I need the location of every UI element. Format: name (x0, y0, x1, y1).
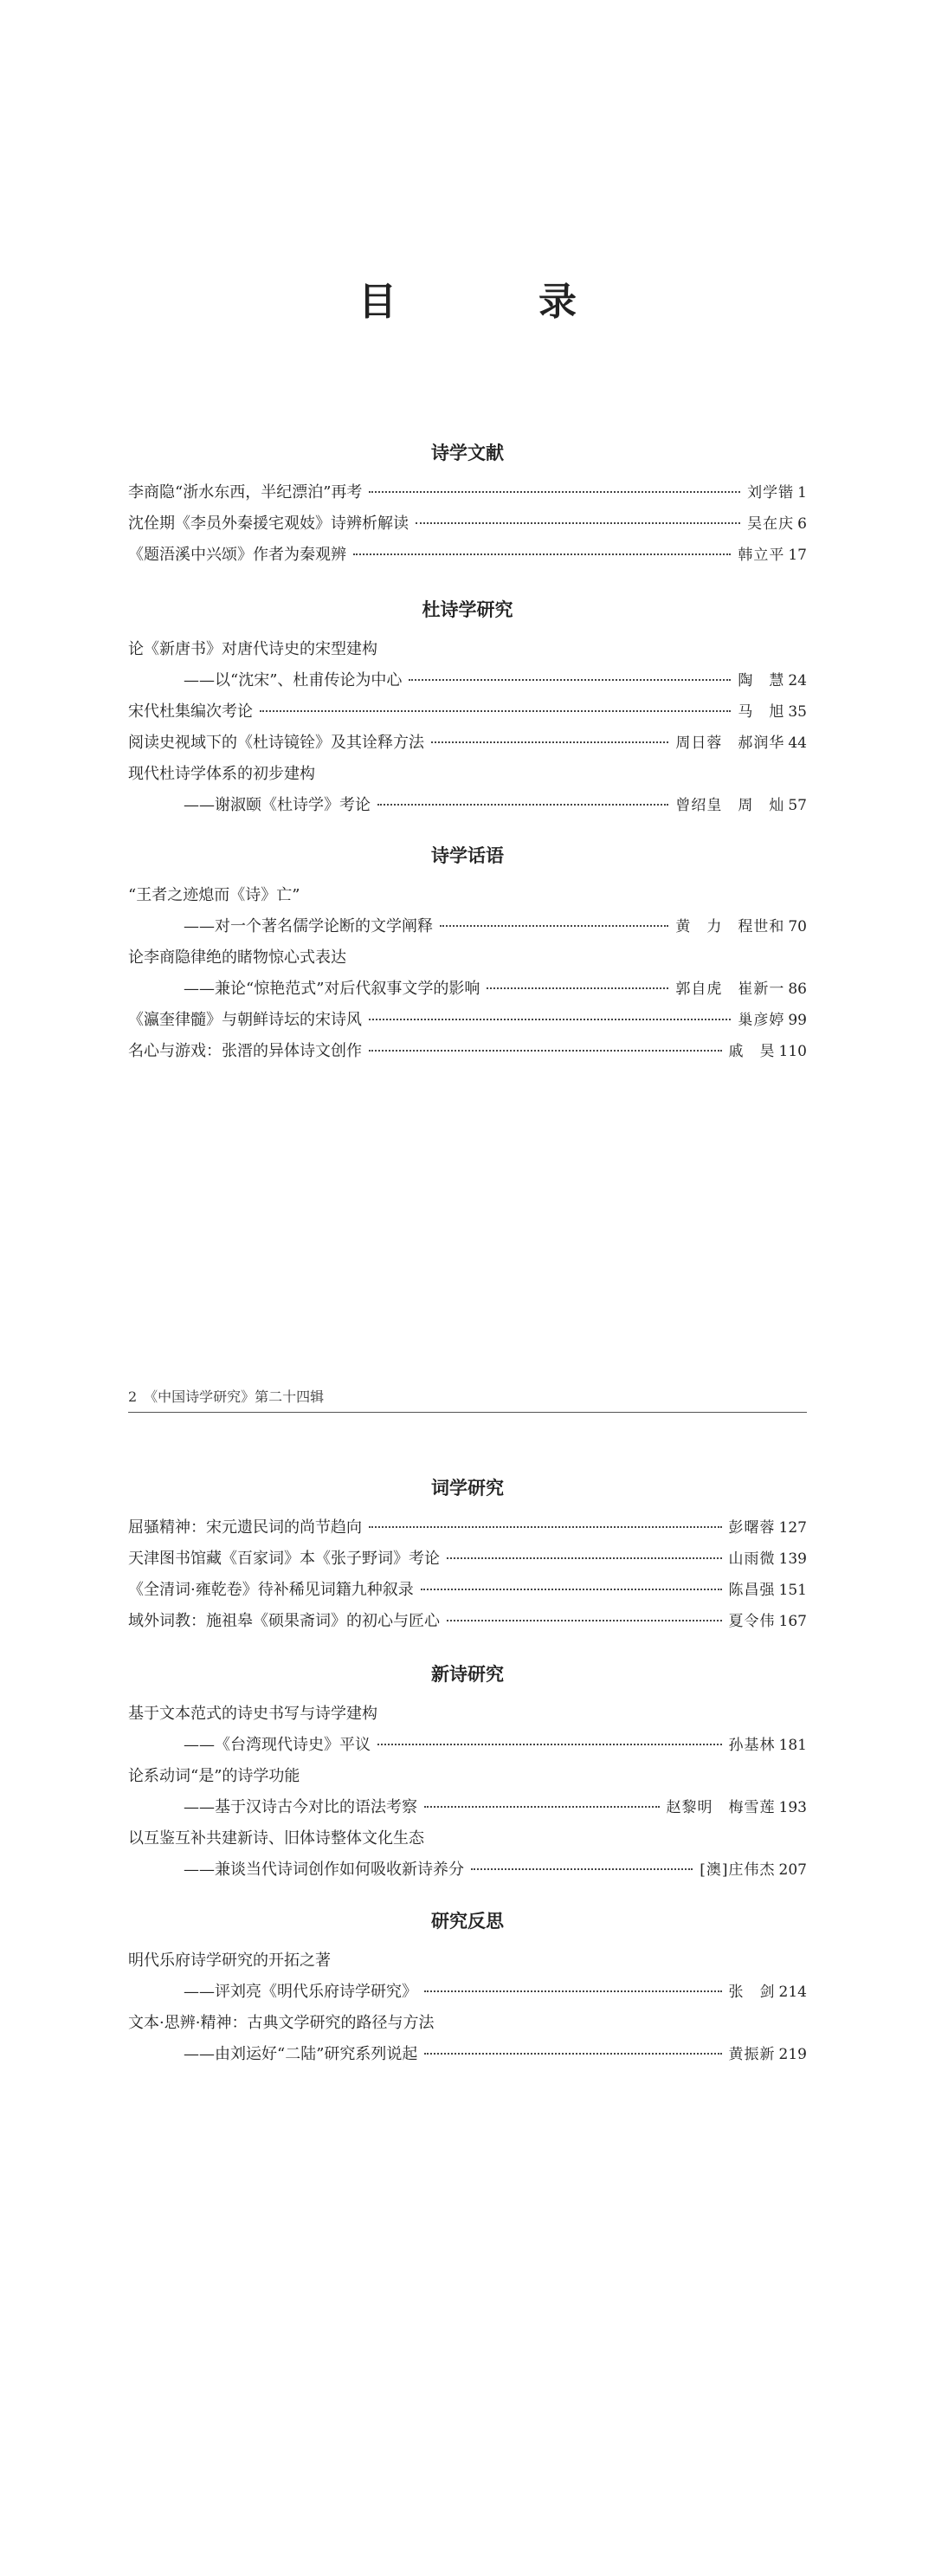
entry-title: 宋代杜集编次考论 (128, 702, 253, 721)
leader-dots (431, 741, 668, 743)
entry-title: ——评刘亮《明代乐府诗学研究》 (184, 1983, 417, 2001)
toc-entry[interactable] (128, 540, 807, 571)
entry-title: 论李商隐律绝的睹物惊心式表达 (128, 948, 346, 967)
entry-author: 张 剑 (728, 1984, 776, 2001)
section-shixue-wenxian (128, 437, 807, 571)
page-title: 目 录 (358, 280, 629, 324)
entry-title: 以互鉴互补共建新诗、旧体诗整体文化生态 (128, 1829, 424, 1848)
entry-author: 曾绍皇 周 灿 (675, 797, 785, 814)
toc-entry[interactable] (128, 477, 807, 508)
section-title: 杜诗学研究 (422, 599, 513, 620)
entry-page: 214 (778, 1984, 807, 2001)
entry-page: 44 (788, 735, 807, 752)
entry-page: 17 (788, 547, 807, 564)
toc-entry[interactable] (128, 2008, 807, 2039)
section-dushixue-yanjiu (128, 594, 807, 821)
section-title: 研究反思 (431, 1911, 504, 1932)
section-xinshi-yanjiu (128, 1659, 807, 1886)
entry-author: 巢彦婷 (738, 1012, 785, 1029)
leader-dots (260, 710, 731, 712)
entry-page: 151 (778, 1582, 807, 1599)
toc-entry-subtitle[interactable] (128, 1792, 807, 1823)
entry-author: 黄 力 程世和 (675, 918, 785, 935)
entry-page: 1 (797, 484, 807, 502)
leader-dots (447, 1620, 722, 1621)
entry-author: 陶 慧 (738, 672, 785, 689)
toc-entry[interactable] (128, 1036, 807, 1067)
section-cixue-yanjiu (128, 1472, 807, 1637)
toc-entry[interactable] (128, 1761, 807, 1792)
entry-title: 阅读史视域下的《杜诗镜铨》及其诠释方法 (128, 734, 424, 752)
entry-page: 6 (797, 515, 807, 533)
entry-title: 论《新唐书》对唐代诗史的宋型建构 (128, 640, 377, 658)
toc-entry-subtitle[interactable] (128, 1730, 807, 1761)
leader-dots (424, 1806, 660, 1808)
entry-title: 屈骚精神：宋元遗民词的尚节趋向 (128, 1518, 362, 1537)
entry-author: 韩立平 (738, 547, 785, 564)
entry-page: 70 (788, 918, 807, 935)
entry-title: “王者之迹熄而《诗》亡” (128, 886, 300, 904)
entry-author: 郭自虎 崔新一 (675, 981, 785, 998)
entry-page: 127 (778, 1519, 807, 1537)
entry-title: 域外词教：施祖皋《硕果斋词》的初心与匠心 (128, 1612, 440, 1630)
toc-entry-subtitle[interactable] (128, 1854, 807, 1886)
entry-author: 吴在庆 (747, 515, 795, 533)
entry-title: 天津图书馆藏《百家词》本《张子野词》考论 (128, 1550, 440, 1568)
toc-entry[interactable] (128, 1606, 807, 1637)
toc-page-2 (0, 1386, 935, 2576)
entry-title: ——对一个著名儒学论断的文学阐释 (184, 917, 433, 935)
entry-title: 现代杜诗学体系的初步建构 (128, 765, 315, 783)
entry-author: [澳]庄伟杰 (700, 1861, 776, 1879)
toc-entry[interactable] (128, 728, 807, 759)
entry-title: ——由刘运好“二陆”研究系列说起 (184, 2045, 418, 2063)
toc-entry[interactable] (128, 1823, 807, 1854)
entry-title: ——兼论“惊艳范式”对后代叙事文学的影响 (184, 980, 480, 998)
toc-entry[interactable] (128, 1699, 807, 1730)
entry-author: 彭曙蓉 (728, 1519, 776, 1537)
section-title: 新诗研究 (431, 1664, 504, 1685)
leader-dots (471, 1868, 693, 1870)
toc-entry[interactable] (128, 508, 807, 540)
leader-dots (447, 1557, 722, 1559)
entry-title: ——谢淑颐《杜诗学》考论 (184, 796, 371, 814)
entry-title: ——以“沈宋”、杜甫传论为中心 (184, 671, 403, 689)
toc-entry[interactable] (128, 696, 807, 728)
entry-title: ——《台湾现代诗史》平议 (184, 1736, 371, 1754)
leader-dots (421, 1589, 722, 1590)
toc-entry-subtitle[interactable] (128, 911, 807, 942)
entry-title: 名心与游戏：张溍的异体诗文创作 (128, 1042, 362, 1060)
entry-page: 139 (778, 1550, 807, 1568)
entry-page: 110 (778, 1043, 807, 1060)
entry-page: 167 (778, 1613, 807, 1630)
toc-entry[interactable] (128, 942, 807, 974)
entry-page: 181 (778, 1737, 807, 1754)
entry-page: 35 (788, 703, 807, 721)
entry-page: 99 (788, 1012, 807, 1029)
entry-title: 明代乐府诗学研究的开拓之著 (128, 1951, 331, 1970)
section-title: 词学研究 (431, 1478, 504, 1498)
section-shixue-huayu (128, 840, 807, 1067)
toc-entry[interactable] (128, 1512, 807, 1544)
section-title: 诗学话语 (431, 845, 504, 866)
entry-title: ——兼谈当代诗词创作如何吸收新诗养分 (184, 1861, 464, 1879)
toc-entry-subtitle[interactable] (128, 790, 807, 821)
section-title: 诗学文献 (431, 443, 504, 463)
entry-page: 57 (788, 797, 807, 814)
entry-page: 86 (788, 981, 807, 998)
entry-page: 219 (778, 2046, 807, 2063)
toc-entry-subtitle[interactable] (128, 974, 807, 1005)
entry-title: 《全清词·雍乾卷》待补稀见词籍九种叙录 (128, 1581, 414, 1599)
toc-entry[interactable] (128, 1544, 807, 1575)
leader-dots (377, 804, 668, 806)
entry-title: 李商隐“浙水东西，半纪漂泊”再考 (128, 483, 363, 502)
entry-author: 黄振新 (728, 2046, 776, 2063)
entry-author: 赵黎明 梅雪莲 (666, 1799, 776, 1816)
entry-author: 马 旭 (738, 703, 785, 721)
leader-dots (487, 987, 668, 989)
entry-title: ——基于汉诗古今对比的语法考察 (184, 1798, 417, 1816)
entry-author: 夏令伟 (728, 1613, 776, 1630)
leader-dots (409, 679, 731, 681)
leader-dots (424, 2053, 721, 2055)
section-yanjiu-fansi (128, 1906, 807, 2070)
toc-entry[interactable] (128, 634, 807, 665)
entry-title: 文本·思辨·精神：古典文学研究的路径与方法 (128, 2014, 435, 2032)
entry-title: 基于文本范式的诗史书写与诗学建构 (128, 1705, 377, 1723)
toc-entry-subtitle[interactable] (128, 1977, 807, 2008)
entry-title: 《题浯溪中兴颂》作者为秦观辨 (128, 546, 346, 564)
entry-author: 周日蓉 郝润华 (675, 735, 785, 752)
entry-page: 24 (788, 672, 807, 689)
toc-entry[interactable] (128, 880, 807, 911)
entry-page: 207 (778, 1861, 807, 1879)
entry-title: 《瀛奎律髓》与朝鲜诗坛的宋诗风 (128, 1011, 362, 1029)
leader-dots (353, 553, 731, 555)
toc-entry[interactable] (128, 1005, 807, 1036)
entry-author: 戚 昊 (728, 1043, 776, 1060)
entry-author: 山雨微 (728, 1550, 776, 1568)
toc-entry[interactable] (128, 759, 807, 790)
entry-author: 陈昌强 (728, 1582, 776, 1599)
toc-entry-subtitle[interactable] (128, 2039, 807, 2070)
leader-dots (377, 1744, 722, 1745)
leader-dots (424, 1990, 722, 1992)
toc-entry[interactable] (128, 1945, 807, 1977)
leader-dots (416, 522, 740, 524)
leader-dots (369, 491, 740, 493)
leader-dots (440, 925, 668, 927)
entry-title: 论系动词“是”的诗学功能 (128, 1767, 300, 1785)
toc-entry-subtitle[interactable] (128, 665, 807, 696)
leader-dots (369, 1019, 731, 1020)
running-header: 2 《中国诗学研究》第二十四辑 (128, 1386, 807, 1413)
entry-page: 193 (778, 1799, 807, 1816)
entry-author: 孙基林 (728, 1737, 776, 1754)
leader-dots (369, 1526, 722, 1528)
entry-title: 沈佺期《李员外秦援宅观妓》诗辨析解读 (128, 515, 409, 533)
toc-entry[interactable] (128, 1575, 807, 1606)
entry-author: 刘学锴 (747, 484, 795, 502)
leader-dots (369, 1050, 722, 1052)
